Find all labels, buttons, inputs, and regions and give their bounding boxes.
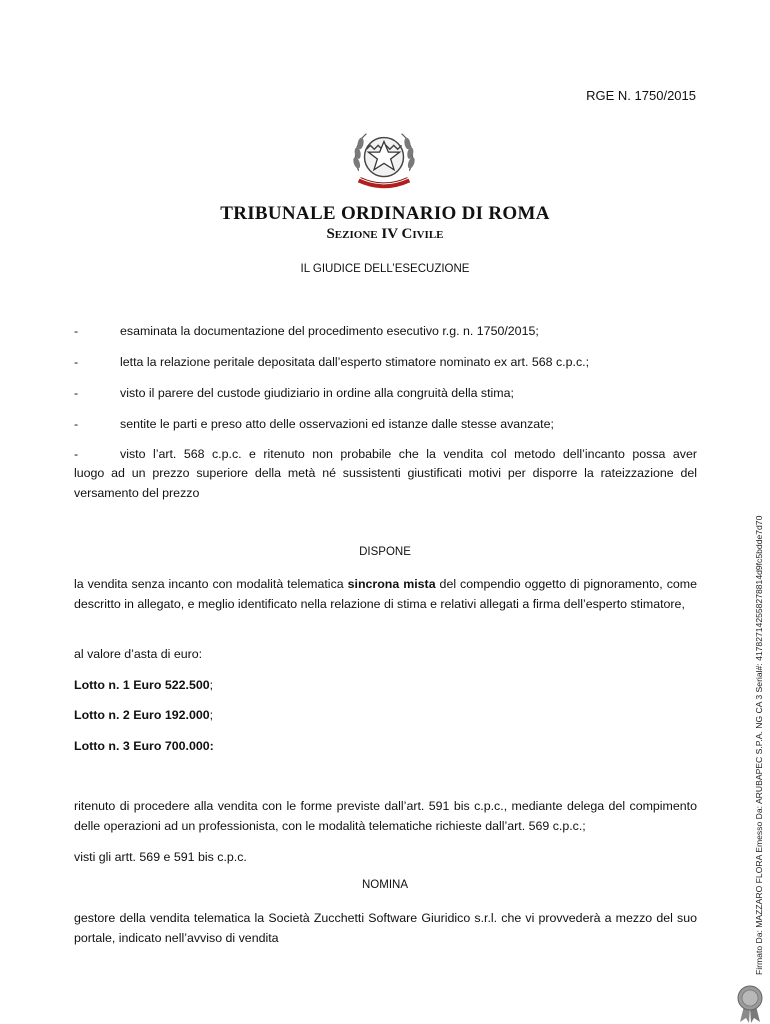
bullet-dash: -	[74, 417, 79, 431]
judge-heading: IL GIUDICE DELL’ESECUZIONE	[300, 263, 470, 275]
italian-republic-emblem-icon	[345, 120, 423, 198]
bullet-dash: -	[74, 386, 79, 400]
bullet-dash: -	[74, 324, 79, 338]
court-title: TRIBUNALE ORDINARIO DI ROMA	[220, 203, 550, 224]
dispone-paragraph	[74, 575, 697, 614]
premise-text: visto l’art. 568 c.p.c. e ritenuto non probabile che la vendita col metodo dell’incanto possa aver	[120, 447, 697, 461]
lot-line	[74, 676, 697, 696]
delegation-paragraph: ritenuto di procedere alla vendita con le forme previste dall’art. 591 bis c.p.c., mediante delega del compimento delle operazioni ad un professionista, con le modalità telematiche richieste dall’art. 569 c.p.c.;	[74, 799, 697, 833]
lot-line	[74, 706, 697, 726]
digital-signature-text: Firmato Da: MAZZARO FLORA Emesso Da: ARUBAPEC S.P.A. NG CA 3 Serial#: 417827142558278814d9fc5bdde7d70	[754, 515, 764, 975]
premise-text: sentite le parti e preso atto delle osservazioni ed istanze dalle stesse avanzate;	[120, 417, 554, 431]
premise-text: letta la relazione peritale depositata dall’esperto stimatore nominato ex art. 568 c.p.c.;	[120, 355, 590, 369]
auction-value-label: al valore d’asta di euro:	[74, 647, 203, 661]
lot-label: Lotto n. 2 Euro 192.000	[74, 708, 210, 722]
premise-text: esaminata la documentazione del procedimento esecutivo r.g. n. 1750/2015;	[120, 324, 539, 338]
lot-line	[74, 737, 697, 757]
lot-suffix: ;	[209, 678, 214, 692]
digital-signature-seal-icon	[734, 984, 766, 1024]
text-run: la vendita senza incanto con modalità telematica	[74, 577, 348, 591]
articles-paragraph: visti gli artt. 569 e 591 bis c.p.c.	[74, 850, 247, 864]
premise-continuation: luogo ad un prezzo superiore della metà né sussistenti giustificati motivi per disporre la rateizzazione del versamento del prezzo	[74, 466, 697, 500]
section-title: Sezione IV Civile	[326, 226, 444, 242]
case-number: RGE N. 1750/2015	[586, 88, 696, 103]
bullet-dash: -	[74, 447, 79, 461]
dispone-heading: DISPONE	[359, 546, 411, 558]
lot-suffix: ;	[209, 708, 214, 722]
premise-item	[74, 445, 697, 465]
nomina-paragraph: gestore della vendita telematica la Società Zucchetti Software Giuridico s.r.l. che vi provvederà a mezzo del suo portale, indicato nell’avviso di vendita	[74, 911, 697, 945]
premise-text: visto il parere del custode giudiziario in ordine alla congruità della stima;	[120, 386, 514, 400]
nomina-heading: NOMINA	[362, 879, 408, 891]
text-run: del compendio oggetto di pignoramento, come descritto in allegato, e meglio identificato nella relazione di stima e relativi allegati a firma dell’esperto stimatore,	[74, 577, 697, 611]
sale-mode-bold: sincrona mista	[347, 577, 436, 591]
bullet-dash: -	[74, 355, 79, 369]
lot-label: Lotto n. 3 Euro 700.000:	[74, 739, 214, 753]
lot-label: Lotto n. 1 Euro 522.500	[74, 678, 210, 692]
